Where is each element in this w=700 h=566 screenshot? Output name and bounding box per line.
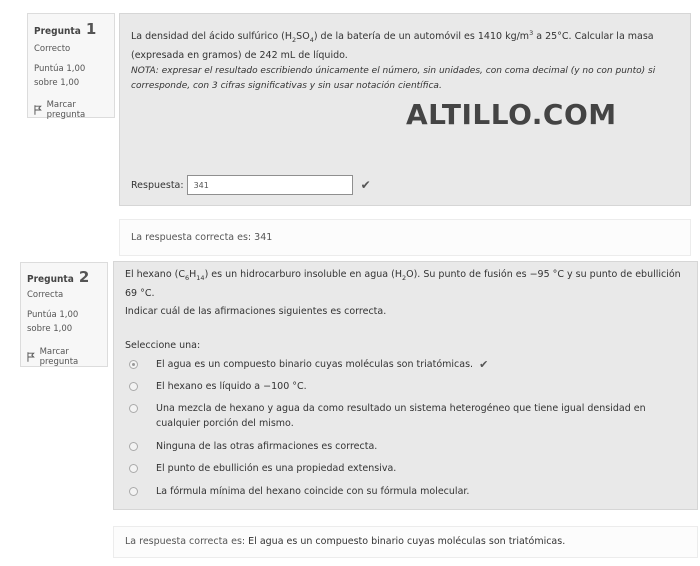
q2-flag-label: Marcar pregunta <box>39 347 79 367</box>
check-icon: ✔ <box>479 358 489 371</box>
q2-info-panel <box>20 262 108 367</box>
option-0-text: El agua es un compuesto binario cuyas moléculas son triatómicas. <box>156 359 474 370</box>
q1-number: 1 <box>85 20 97 38</box>
q1-answer-row <box>131 175 371 195</box>
watermark: ALTILLO.COM <box>406 98 617 131</box>
q2-feedback <box>113 526 698 558</box>
q1-flag-link[interactable] <box>34 100 114 120</box>
q1-question-text: La densidad del ácido sulfúrico $(H_2SO_4)$ de la batería de un automóvil es 1410 $kg/m^3$ a 25°C. Calcular la masa (expresada en gramos) de 242 mL de líquido. <box>131 29 654 62</box>
option-4[interactable] <box>129 461 684 476</box>
q1-flag-label: Marcar pregunta <box>46 100 86 120</box>
option-1[interactable] <box>129 379 684 394</box>
q1-feedback <box>119 219 691 256</box>
option-2[interactable] <box>129 401 669 431</box>
option-3-text: Ninguna de las otras afirmaciones es correcta. <box>156 441 378 452</box>
radio-3[interactable] <box>129 442 138 451</box>
q2-number: 2 <box>78 268 90 286</box>
q2-instruction: Indicar cuál de las afirmaciones siguientes es correcta. <box>125 306 387 317</box>
q2-feedback-text <box>125 536 565 547</box>
q2-feedback-prefix: La respuesta correcta es: <box>125 536 249 547</box>
flag-icon <box>34 105 43 115</box>
q2-feedback-answer: El agua es un compuesto binario cuyas moléculas son triatómicas. <box>248 536 566 547</box>
q2-status: Correcta <box>27 290 64 300</box>
q1-answer-input[interactable] <box>187 175 353 195</box>
q2-question-text: El hexano $(C_6H_{14})$ es un hidrocarburo insoluble en agua $(H_2O)$. Su punto de fusión es −95 °C y su punto de ebullición 69 °C. <box>125 269 681 299</box>
q1-note: NOTA: expresar el resultado escribiendo únicamente el número, sin unidades, con coma decimal (y no con punto) si corresponde, con 3 cifras significativas y sin usar notación científica. <box>131 66 656 91</box>
radio-2[interactable] <box>129 404 138 413</box>
flag-icon <box>27 352 36 362</box>
q1-score: Puntúa 1,00 sobre 1,00 <box>34 64 86 88</box>
option-4-text: El punto de ebullición es una propiedad extensiva. <box>156 463 397 474</box>
q2-content <box>113 261 698 510</box>
option-0[interactable] <box>129 357 684 372</box>
q1-info-panel <box>27 13 115 118</box>
q1-answer-label: Respuesta: <box>131 179 184 191</box>
q2-score: Puntúa 1,00 sobre 1,00 <box>27 310 79 334</box>
option-5[interactable] <box>129 484 684 499</box>
radio-0[interactable] <box>129 360 138 369</box>
option-2-text: Una mezcla de hexano y agua da como resultado un sistema heterogéneo que tiene igual densidad en cualquier porción del mismo. <box>156 403 646 429</box>
q2-prompt: Seleccione una: <box>125 340 201 351</box>
q1-heading <box>34 19 96 38</box>
option-5-text: La fórmula mínima del hexano coincide con su fórmula molecular. <box>156 486 470 497</box>
radio-1[interactable] <box>129 382 138 391</box>
option-3[interactable] <box>129 439 684 454</box>
option-1-text: El hexano es líquido a −100 °C. <box>156 381 307 392</box>
q2-heading <box>27 267 89 286</box>
q1-status: Correcto <box>34 44 71 54</box>
q1-label: Pregunta <box>34 26 81 37</box>
check-icon: ✔ <box>360 178 371 192</box>
radio-4[interactable] <box>129 464 138 473</box>
radio-5[interactable] <box>129 487 138 496</box>
q2-label: Pregunta <box>27 274 74 285</box>
q1-feedback-text: La respuesta correcta es: 341 <box>131 232 273 243</box>
q2-flag-link[interactable] <box>27 347 107 367</box>
